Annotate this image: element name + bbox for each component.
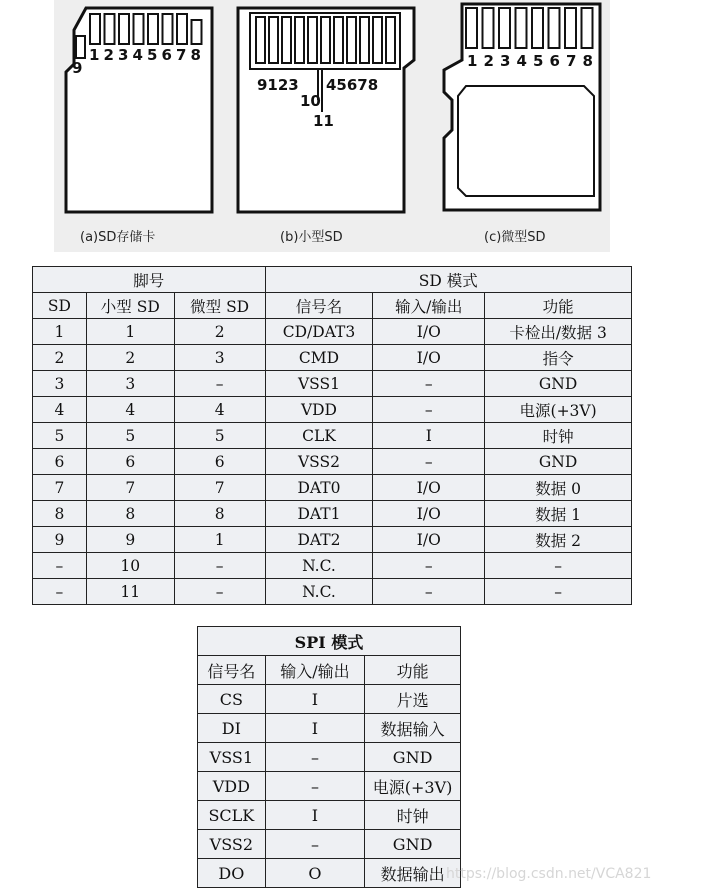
table-cell: VSS1	[198, 743, 266, 772]
spi-table-title: SPI 模式	[198, 627, 461, 656]
table-cell: –	[373, 397, 485, 423]
micro-sd-pin-label-8: 8	[582, 52, 593, 70]
table-cell: 片选	[365, 685, 461, 714]
table-cell: 电源(+3V)	[365, 772, 461, 801]
table-cell: –	[485, 553, 632, 579]
table-row	[33, 423, 632, 449]
table-row	[33, 397, 632, 423]
table-cell: DAT0	[265, 475, 373, 501]
micro-sd-pin-label-4: 4	[516, 52, 527, 70]
table-cell: 时钟	[485, 423, 632, 449]
table-cell: –	[174, 579, 265, 605]
table-cell: 2	[174, 319, 265, 345]
table-cell: VDD	[198, 772, 266, 801]
table-row	[198, 801, 461, 830]
sd-pin-label-2: 2	[103, 46, 114, 64]
table-cell: –	[373, 371, 485, 397]
table-row	[33, 371, 632, 397]
table-cell: –	[265, 772, 365, 801]
table-cell: 3	[33, 371, 87, 397]
spi-mode-table	[197, 626, 461, 888]
table-cell: –	[174, 371, 265, 397]
table-row	[33, 553, 632, 579]
micro-sd-pin-label-3: 3	[500, 52, 511, 70]
table-cell: VSS1	[265, 371, 373, 397]
table-cell: –	[373, 553, 485, 579]
table-cell: 2	[86, 345, 174, 371]
table-cell: 电源(+3V)	[485, 397, 632, 423]
micro-sd-pin-label-7: 7	[566, 52, 577, 70]
table-group-header	[33, 267, 632, 293]
table-cell: VSS2	[198, 830, 266, 859]
table-cell: I/O	[373, 501, 485, 527]
table-cell: –	[174, 553, 265, 579]
table-cell: I/O	[373, 527, 485, 553]
sd-pin-label-3: 3	[118, 46, 129, 64]
table-cell: 时钟	[365, 801, 461, 830]
sd-pin9-label: 9	[72, 59, 83, 77]
table-cell: I	[373, 423, 485, 449]
table-row	[198, 772, 461, 801]
sd-mode-pin-table	[32, 266, 632, 605]
sd-card-pinout-figure	[54, 0, 610, 252]
micro-sd-pin-label-5: 5	[533, 52, 544, 70]
table-cell: GND	[365, 743, 461, 772]
spi-header-0: 信号名	[198, 656, 266, 685]
table-cell: GND	[485, 371, 632, 397]
table-cell: DI	[198, 714, 266, 743]
table-cell: N.C.	[265, 579, 373, 605]
table-cell: VSS2	[265, 449, 373, 475]
table-row	[198, 714, 461, 743]
sd-pin-label-8: 8	[190, 46, 201, 64]
mini-sd-pins-right-label: 45678	[326, 76, 379, 94]
spi-header-1: 输入/输出	[265, 656, 365, 685]
table-cell: 6	[33, 449, 87, 475]
caption-mini-sd: (b)小型SD	[280, 230, 343, 245]
table-cell: CS	[198, 685, 266, 714]
table-cell: 1	[174, 527, 265, 553]
table-row	[33, 579, 632, 605]
table-cell: 数据输出	[365, 859, 461, 888]
table-cell: SCLK	[198, 801, 266, 830]
table-cell: 1	[86, 319, 174, 345]
table-cell: –	[373, 449, 485, 475]
table-row	[198, 743, 461, 772]
table-cell: 10	[86, 553, 174, 579]
table-row	[33, 345, 632, 371]
table-column-headers	[33, 293, 632, 319]
table-cell: CMD	[265, 345, 373, 371]
sd-header-3: 信号名	[265, 293, 373, 319]
table-cell: GND	[365, 830, 461, 859]
table-row	[33, 319, 632, 345]
sd-pin-label-6: 6	[161, 46, 172, 64]
table-cell: 8	[174, 501, 265, 527]
table-cell: 6	[86, 449, 174, 475]
watermark: https://blog.csdn.net/VCA821	[446, 866, 652, 882]
table-cell: 3	[86, 371, 174, 397]
table-cell: 卡检出/数据 3	[485, 319, 632, 345]
table-cell: 9	[86, 527, 174, 553]
sd-pin-label-7: 7	[176, 46, 187, 64]
table-cell: 数据输入	[365, 714, 461, 743]
table-cell: I	[265, 801, 365, 830]
table-cell: N.C.	[265, 553, 373, 579]
micro-sd-pin-label-1: 1	[467, 52, 478, 70]
table-row	[33, 501, 632, 527]
micro-sd-pin-label-2: 2	[483, 52, 494, 70]
table-cell: 1	[33, 319, 87, 345]
sd-header-2: 微型 SD	[174, 293, 265, 319]
caption-sd-card: (a)SD存储卡	[80, 230, 156, 245]
sd-card-drawings	[54, 0, 610, 252]
sd-pin-label-1: 1	[89, 46, 100, 64]
table-column-headers	[198, 656, 461, 685]
table-cell: 11	[86, 579, 174, 605]
spi-header-2: 功能	[365, 656, 461, 685]
table-cell: O	[265, 859, 365, 888]
table-cell: –	[33, 579, 87, 605]
table-cell: 数据 2	[485, 527, 632, 553]
table-cell: 9	[33, 527, 87, 553]
table-cell: I/O	[373, 475, 485, 501]
caption-micro-sd: (c)微型SD	[484, 230, 546, 245]
sd-header-1: 小型 SD	[86, 293, 174, 319]
table-cell: –	[33, 553, 87, 579]
table-cell: 3	[174, 345, 265, 371]
table-cell: –	[485, 579, 632, 605]
table-cell: –	[265, 830, 365, 859]
table-cell: 4	[86, 397, 174, 423]
table-row	[33, 527, 632, 553]
table-row	[33, 449, 632, 475]
table-cell: 5	[86, 423, 174, 449]
sd-card-outline	[66, 8, 212, 212]
table-cell: I	[265, 685, 365, 714]
table-cell: 4	[174, 397, 265, 423]
mini-sd-pin11-label: 11	[313, 112, 334, 130]
table-cell: 2	[33, 345, 87, 371]
table-cell: 指令	[485, 345, 632, 371]
table-cell: 7	[86, 475, 174, 501]
table-row	[198, 830, 461, 859]
table-cell: I/O	[373, 345, 485, 371]
table-cell: 7	[174, 475, 265, 501]
table-cell: DO	[198, 859, 266, 888]
table-cell: 5	[174, 423, 265, 449]
pin-number-group-header: 脚号	[33, 267, 266, 293]
table-cell: I	[265, 714, 365, 743]
sd-mode-group-header: SD 模式	[265, 267, 631, 293]
table-cell: 数据 1	[485, 501, 632, 527]
micro-sd-pin-label-6: 6	[549, 52, 560, 70]
table-row	[198, 859, 461, 888]
table-cell: DAT2	[265, 527, 373, 553]
table-cell: 5	[33, 423, 87, 449]
table-cell: 8	[86, 501, 174, 527]
table-row	[198, 685, 461, 714]
table-cell: I/O	[373, 319, 485, 345]
mini-sd-pins-left-label: 9123	[257, 76, 299, 94]
table-row	[33, 475, 632, 501]
mini-sd-pin10-label: 10	[300, 92, 321, 110]
sd-pin-label-4: 4	[132, 46, 143, 64]
table-cell: 4	[33, 397, 87, 423]
table-cell: 8	[33, 501, 87, 527]
table-cell: –	[265, 743, 365, 772]
table-cell: GND	[485, 449, 632, 475]
table-cell: –	[373, 579, 485, 605]
sd-header-4: 输入/输出	[373, 293, 485, 319]
table-cell: 6	[174, 449, 265, 475]
table-cell: DAT1	[265, 501, 373, 527]
sd-pin-label-5: 5	[147, 46, 158, 64]
sd-header-5: 功能	[485, 293, 632, 319]
table-cell: CD/DAT3	[265, 319, 373, 345]
table-cell: VDD	[265, 397, 373, 423]
sd-header-0: SD	[33, 293, 87, 319]
table-cell: 7	[33, 475, 87, 501]
table-cell: CLK	[265, 423, 373, 449]
table-cell: 数据 0	[485, 475, 632, 501]
